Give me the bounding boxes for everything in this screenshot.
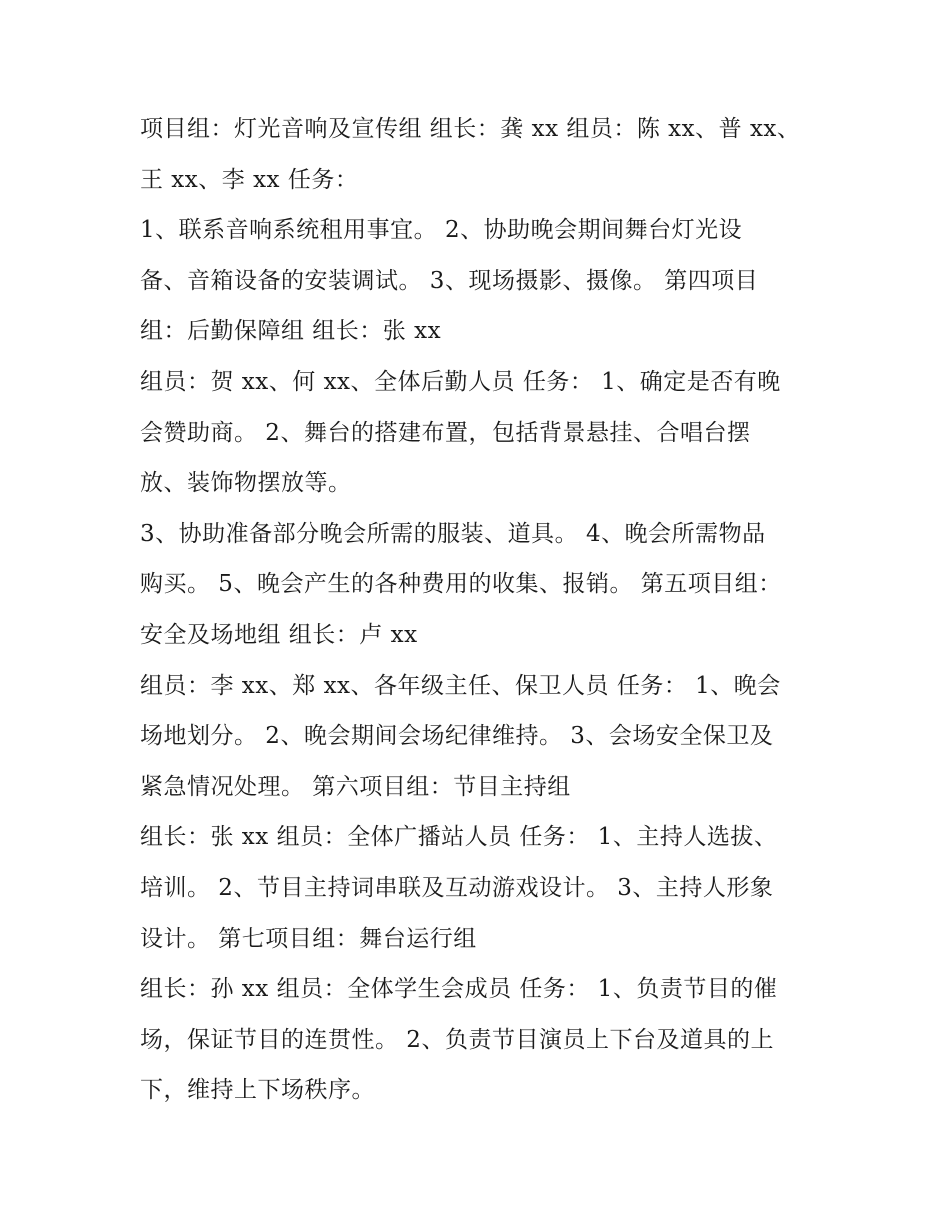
text-line-1: 项目组：灯光音响及宣传组 组长：龚 xx 组员：陈 xx、普 xx、 bbox=[140, 116, 801, 142]
text-line-9: 3、协助准备部分晚会所需的服装、道具。 4、晚会所需物品 bbox=[140, 520, 766, 547]
text-line-14: 紧急情况处理。 第六项目组：节目主持组 bbox=[140, 773, 571, 800]
text-line-6: 组员：贺 xx、何 xx、全体后勤人员 任务： 1、确定是否有晚 bbox=[140, 368, 781, 395]
text-line-7: 会赞助商。 2、舞台的搭建布置，包括背景悬挂、合唱台摆 bbox=[140, 419, 751, 446]
text-line-15: 组长：张 xx 组员：全体广播站人员 任务： 1、主持人选拔、 bbox=[140, 824, 778, 851]
text-line-11: 安全及场地组 组长：卢 xx bbox=[140, 621, 418, 648]
text-line-18: 组长：孙 xx 组员：全体学生会成员 任务： 1、负责节目的催 bbox=[140, 976, 778, 1003]
text-line-5: 组：后勤保障组 组长：张 xx bbox=[140, 318, 442, 345]
text-line-12: 组员：李 xx、郑 xx、各年级主任、保卫人员 任务： 1、晚会 bbox=[140, 672, 781, 699]
text-line-8: 放、装饰物摆放等。 bbox=[140, 470, 352, 497]
document-body bbox=[140, 104, 820, 1116]
text-line-20: 下，维持上下场秩序。 bbox=[140, 1077, 375, 1104]
text-line-4: 备、音箱设备的安装调试。 3、现场摄影、摄像。 第四项目 bbox=[140, 267, 759, 294]
text-line-16: 培训。 2、节目主持词串联及互动游戏设计。 3、主持人形象 bbox=[140, 874, 774, 901]
text-line-19: 场，保证节目的连贯性。 2、负责节目演员上下台及道具的上 bbox=[140, 1026, 774, 1053]
text-line-3: 1、联系音响系统租用事宜。 2、协助晚会期间舞台灯光设 bbox=[140, 217, 743, 244]
text-line-17: 设计。 第七项目组：舞台运行组 bbox=[140, 925, 477, 952]
text-line-2: 王 xx、李 xx 任务： bbox=[140, 166, 359, 193]
text-line-13: 场地划分。 2、晚会期间会场纪律维持。 3、会场安全保卫及 bbox=[140, 723, 774, 750]
text-line-10: 购买。 5、晚会产生的各种费用的收集、报销。 第五项目组： bbox=[140, 571, 782, 598]
